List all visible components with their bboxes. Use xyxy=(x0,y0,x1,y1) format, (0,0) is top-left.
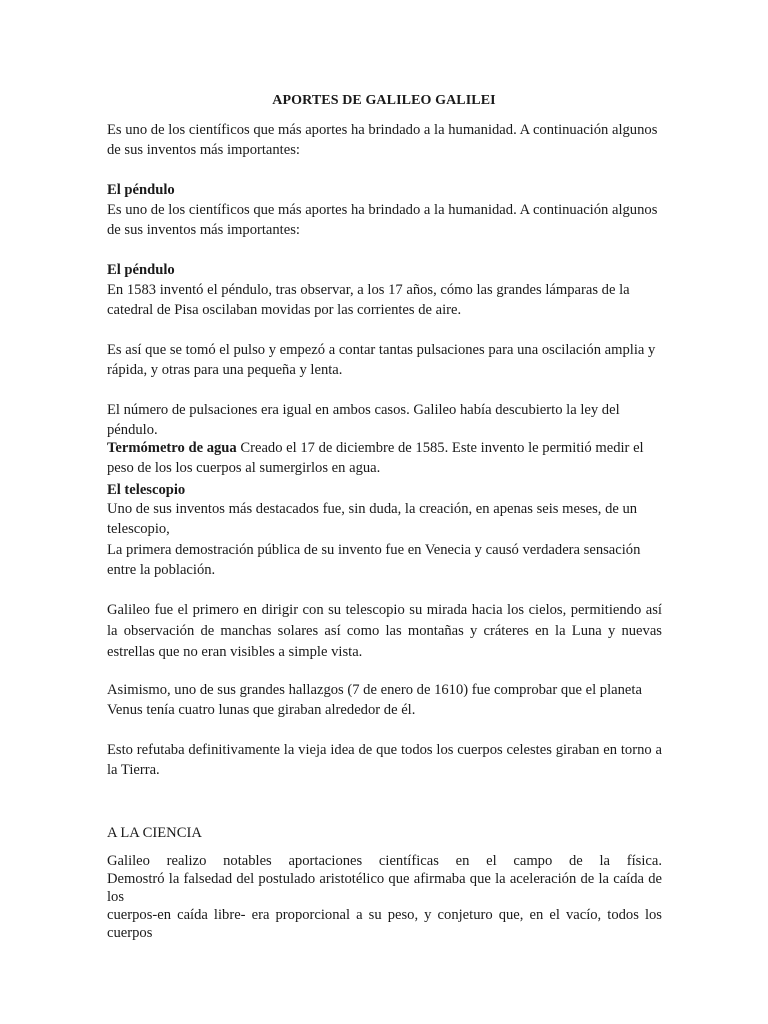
telescopio-paragraph-5: Esto refutaba definitivamente la vieja idea de que todos los cuerpos celestes giraban en torno a la Tierra. xyxy=(107,742,662,778)
termometro-paragraph xyxy=(107,438,662,478)
ciencia-line-1: Galileo realizo notables aportaciones científicas en el campo de la física. xyxy=(107,853,662,869)
termometro-text: Creado el 17 de diciembre de 1585. Este invento le permitió medir el peso de los los cuerpos al sumergirlos en agua. xyxy=(107,440,644,476)
pendulo-paragraph-2: Es así que se tomó el pulso y empezó a contar tantas pulsaciones para una oscilación amplia y rápida, y otras para una pequeña y lenta. xyxy=(107,342,656,378)
heading-telescopio: El telescopio xyxy=(107,482,186,498)
intro-paragraph-2: Es uno de los científicos que más aportes ha brindado a la humanidad. A continuación algunos de sus inventos más importantes: xyxy=(107,202,658,238)
ciencia-paragraph xyxy=(107,852,662,942)
pendulo-paragraph-3: El número de pulsaciones era igual en ambos casos. Galileo había descubierto la ley del péndulo. xyxy=(107,402,620,438)
heading-ciencia: A LA CIENCIA xyxy=(107,825,202,841)
ciencia-line-2: Demostró la falsedad del postulado aristotélico que afirmaba que la aceleración de la caída de los xyxy=(107,871,662,905)
heading-pendulo-1: El péndulo xyxy=(107,182,175,198)
pendulo-paragraph-1: En 1583 inventó el péndulo, tras observar, a los 17 años, cómo las grandes lámparas de la catedral de Pisa oscilaban movidas por las corrientes de aire. xyxy=(107,282,630,318)
telescopio-paragraph-2: La primera demostración pública de su invento fue en Venecia y causó verdadera sensación entre la población. xyxy=(107,542,641,578)
telescopio-paragraph-4: Asimismo, uno de sus grandes hallazgos (7 de enero de 1610) fue comprobar que el planeta Venus tenía cuatro lunas que giraban alrededor de él. xyxy=(107,682,642,718)
document-title: APORTES DE GALILEO GALILEI xyxy=(272,93,496,108)
telescopio-paragraph-1: Uno de sus inventos más destacados fue, sin duda, la creación, en apenas seis meses, de un telescopio, xyxy=(107,501,638,537)
intro-paragraph-1: Es uno de los científicos que más aportes ha brindado a la humanidad. A continuación algunos de sus inventos más importantes: xyxy=(107,122,658,158)
heading-pendulo-2: El péndulo xyxy=(107,262,175,278)
ciencia-line-3: cuerpos-en caída libre- era proporcional a su peso, y conjeturo que, en el vacío, todos los cuerpos xyxy=(107,907,662,941)
telescopio-paragraph-3: Galileo fue el primero en dirigir con su telescopio su mirada hacia los cielos, permitiendo así la observación de manchas solares así como las montañas y cráteres en la Luna y nuevas estrellas que no eran visibles a simple vista. xyxy=(107,602,662,660)
termometro-heading: Termómetro de agua xyxy=(107,440,237,456)
